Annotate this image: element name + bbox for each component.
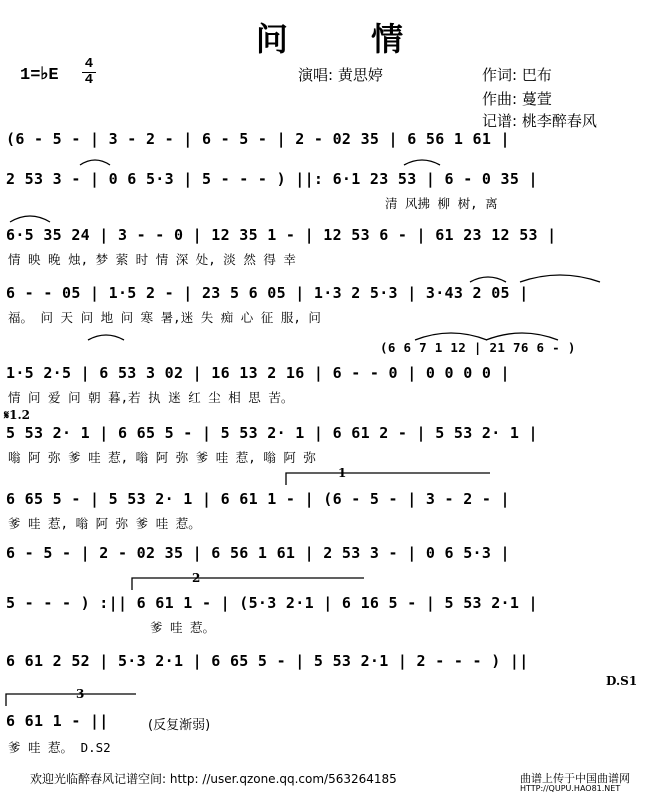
lyric-line-5: 情 问 爱 问 朝 暮,若 执 迷 红 尘 相 思 苦。 (8, 390, 294, 405)
score-line-1: (6 - 5 - | 3 - 2 - | 6 - 5 - | 2 - 02 35 | 6 56 1 61 | (6, 130, 510, 148)
key-signature: 1=♭E (20, 66, 59, 85)
score-line-8: 6 - 5 - | 2 - 02 35 | 6 56 1 61 | 2 53 3 - | 0 6 5·3 | (6, 544, 510, 562)
lyric-line-4: 福。 问 天 问 地 问 寒 暑,迷 失 痴 心 征 服, 问 (8, 310, 321, 325)
volta-1-label: 1 (338, 466, 347, 480)
footer-welcome: 欢迎光临醉春风记谱空间: http: //user.qzone.qq.com/563264185 (30, 772, 397, 786)
score-line-5: 1·5 2·5 | 6 53 3 02 | 16 13 2 16 | 6 - - 0 | 0 0 0 0 | (6, 364, 510, 382)
lyric-line-9: 爹 哇 惹。 (150, 620, 216, 635)
composer-credit: 作曲: 蔓萱 (482, 90, 552, 108)
singer-credit: 演唱: 黄思婷 (298, 66, 383, 84)
meter-top: 4 (84, 56, 94, 72)
meter-bottom: 4 (84, 72, 94, 88)
score-line-7: 6 65 5 - | 5 53 2· 1 | 6 61 1 - | (6 - 5 - | 3 - 2 - | (6, 490, 510, 508)
score-line-10: 6 61 2 52 | 5·3 2·1 | 6 65 5 - | 5 53 2·1 | 2 - - - ) || (6, 652, 529, 670)
volta-3-label: 3 (76, 687, 85, 701)
page-title: 问 情 (255, 20, 440, 58)
score-line-9: 5 - - - ) :|| 6 61 1 - | (5·3 2·1 | 6 16 5 - | 5 53 2·1 | (6, 594, 538, 612)
score-line-2: 2 53 3 - | 0 6 5·3 | 5 - - - ) ||: 6·1 23 53 | 6 - 0 35 | (6, 170, 538, 188)
lyric-line-7: 爹 哇 惹, 嗡 阿 弥 爹 哇 惹。 (8, 516, 201, 531)
ds1-mark: D.S1 (606, 674, 638, 688)
transcriber-credit: 记谱: 桃李醉春风 (482, 112, 597, 130)
segno-mark: 𝄋1.2 (4, 408, 31, 422)
footer-upload-cn: 曲谱上传于中国曲谱网 (520, 772, 630, 785)
lyric-line-11: 爹 哇 惹。 D.S2 (8, 740, 111, 755)
interlude-line: (6 6 7 1 12 | 21 76 6 - ) (380, 340, 576, 355)
score-line-4: 6 - - 05 | 1·5 2 - | 23 5 6 05 | 1·3 2 5·3 | 3·43 2 05 | (6, 284, 529, 302)
lyricist-credit: 作词: 巴布 (482, 66, 552, 84)
lyric-line-2: 清 风拂 柳 树, 离 (385, 196, 498, 211)
volta-2-label: 2 (192, 571, 201, 585)
fade-instruction: (反复渐弱) (148, 718, 211, 733)
score-line-6: 5 53 2· 1 | 6 65 5 - | 5 53 2· 1 | 6 61 2 - | 5 53 2· 1 | (6, 424, 538, 442)
score-line-11: 6 61 1 - || (6, 712, 109, 730)
footer-upload-url: HTTP://QUPU.HAO81.NET (520, 784, 621, 793)
lyric-line-3: 情 映 晚 烛, 梦 萦 时 情 深 处, 淡 然 得 幸 (8, 252, 296, 267)
score-line-3: 6·5 35 24 | 3 - - 0 | 12 35 1 - | 12 53 6 - | 61 23 12 53 | (6, 226, 557, 244)
lyric-line-6: 嗡 阿 弥 爹 哇 惹, 嗡 阿 弥 爹 哇 惹, 嗡 阿 弥 (8, 450, 316, 465)
